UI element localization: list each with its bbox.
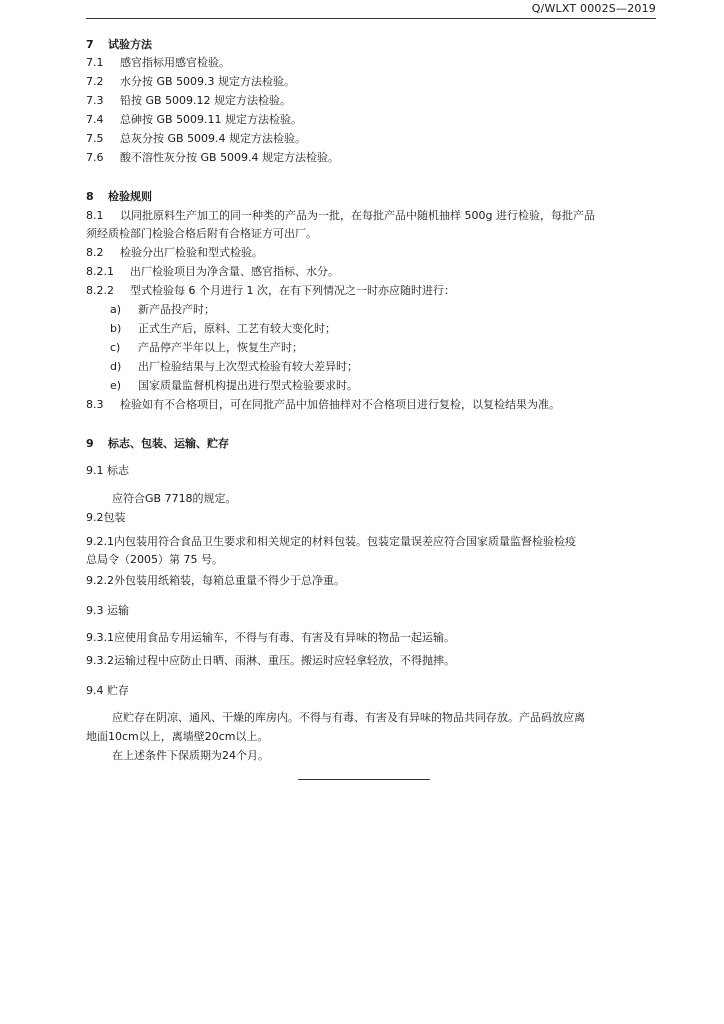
subsection-title: 9.3 运输: [86, 604, 129, 617]
clause-number: 8.3: [86, 398, 104, 411]
clause-9-3-1: [86, 631, 455, 645]
clause-8-2: [86, 246, 263, 260]
clause-8-2-1: [86, 265, 339, 279]
section-heading-7: [86, 38, 152, 52]
paragraph-text: 在上述条件下保质期为24个月。: [112, 749, 269, 762]
clause-number: 8.2: [86, 246, 104, 259]
list-item-a: [110, 303, 215, 317]
clause-7-2: [86, 75, 295, 89]
subsection-9-4-heading: [86, 684, 129, 698]
section-heading-9: [86, 437, 229, 451]
list-item-text: 出厂检验结果与上次型式检验有较大差异时；: [138, 360, 358, 373]
clause-text: 出厂检验项目为净含量、感官指标、水分。: [130, 265, 339, 278]
clause-7-6: [86, 151, 339, 165]
section-number: 7: [86, 38, 94, 51]
clause-text: 须经质检部门检验合格后附有合格证方可出厂。: [86, 227, 317, 240]
clause-9-3-2: [86, 654, 455, 668]
clause-text: 水分按 GB 5009.3 规定方法检验。: [120, 75, 296, 88]
section-title: 检验规则: [108, 190, 152, 203]
list-item-c: [110, 341, 303, 355]
clause-number: 7.1: [86, 56, 104, 69]
list-item-b: [110, 322, 336, 336]
list-marker: d): [110, 360, 122, 373]
clause-text: 铅按 GB 5009.12 规定方法检验。: [120, 94, 292, 107]
subsection-9-3-heading: [86, 604, 129, 618]
list-marker: e): [110, 379, 122, 392]
clause-text: 9.2.1内包装用符合食品卫生要求和相关规定的材料包装。包装定量误差应符合国家质量监督检验检疫: [86, 535, 576, 548]
list-item-e: [110, 379, 358, 393]
clause-number: 7.4: [86, 113, 104, 126]
clause-number: 8.2.2: [86, 284, 114, 297]
clause-text: 9.2.2外包装用纸箱装，每箱总重量不得少于总净重。: [86, 574, 345, 587]
subsection-title: 9.1 标志: [86, 464, 129, 477]
subsection-9-1-heading: [86, 464, 129, 478]
clause-text: 型式检验每 6 个月进行 1 次，在有下列情况之一时亦应随时进行：: [130, 284, 455, 297]
clause-text: 总灰分按 GB 5009.4 规定方法检验。: [120, 132, 307, 145]
list-item-text: 国家质量监督机构提出进行型式检验要求时。: [138, 379, 358, 392]
list-item-text: 产品停产半年以上，恢复生产时；: [138, 341, 303, 354]
paragraph-text: 地面10cm以上，离墙壁20cm以上。: [86, 730, 269, 743]
clause-number: 7.3: [86, 94, 104, 107]
clause-text: 以同批原料生产加工的同一种类的产品为一批，在每批产品中随机抽样 500g 进行检验，每批产品: [120, 209, 595, 222]
list-marker: c): [110, 341, 121, 354]
list-marker: a): [110, 303, 122, 316]
clause-7-3: [86, 94, 291, 108]
section-heading-8: [86, 190, 152, 204]
clause-number: 8.1: [86, 209, 104, 222]
paragraph-9-4: [112, 711, 585, 725]
clause-number: 7.6: [86, 151, 104, 164]
paragraph-9-4-continued: [86, 730, 269, 744]
clause-7-5: [86, 132, 306, 146]
section-title: 试验方法: [108, 38, 152, 51]
clause-text: 总砷按 GB 5009.11 规定方法检验。: [120, 113, 303, 126]
clause-7-1: [86, 56, 230, 70]
clause-text: 酸不溶性灰分按 GB 5009.4 规定方法检验。: [120, 151, 340, 164]
subsection-title: 9.2包装: [86, 511, 126, 524]
clause-text: 9.3.2运输过程中应防止日晒、雨淋、重压。搬运时应轻拿轻放，不得抛摔。: [86, 654, 455, 667]
clause-8-1: [86, 209, 595, 223]
clause-text: 感官指标用感官检验。: [120, 56, 230, 69]
list-marker: b): [110, 322, 122, 335]
header-rule: [86, 18, 656, 19]
list-item-d: [110, 360, 358, 374]
clause-number: 7.5: [86, 132, 104, 145]
clause-9-2-1: [86, 535, 576, 549]
clause-7-4: [86, 113, 302, 127]
subsection-9-2-heading: [86, 511, 126, 525]
clause-text: 总局令（2005）第 75 号。: [86, 553, 223, 566]
list-item-text: 新产品投产时；: [138, 303, 215, 316]
section-number: 9: [86, 437, 94, 450]
paragraph-shelf-life: [112, 749, 269, 763]
clause-9-2-1-continued: [86, 553, 223, 567]
subsection-title: 9.4 贮存: [86, 684, 129, 697]
clause-number: 8.2.1: [86, 265, 114, 278]
document-code: Q/WLXT 0002S—2019: [531, 2, 656, 15]
clause-9-2-2: [86, 574, 345, 588]
clause-text: 检验分出厂检验和型式检验。: [120, 246, 263, 259]
list-item-text: 正式生产后，原料、工艺有较大变化时；: [138, 322, 336, 335]
clause-8-1-continued: [86, 227, 317, 241]
clause-8-2-2: [86, 284, 455, 298]
paragraph-9-1: [112, 492, 237, 506]
clause-8-3: [86, 398, 560, 412]
clause-text: 9.3.1应使用食品专用运输车，不得与有毒、有害及有异味的物品一起运输。: [86, 631, 455, 644]
paragraph-text: 应符合GB 7718的规定。: [112, 492, 237, 505]
section-title: 标志、包装、运输、贮存: [108, 437, 229, 450]
clause-text: 检验如有不合格项目，可在同批产品中加倍抽样对不合格项目进行复检，以复检结果为准。: [120, 398, 560, 411]
document-end-rule: [298, 779, 430, 780]
section-number: 8: [86, 190, 94, 203]
clause-number: 7.2: [86, 75, 104, 88]
paragraph-text: 应贮存在阴凉、通风、干燥的库房内。不得与有毒、有害及有异味的物品共同存放。产品码放应离: [112, 711, 585, 724]
